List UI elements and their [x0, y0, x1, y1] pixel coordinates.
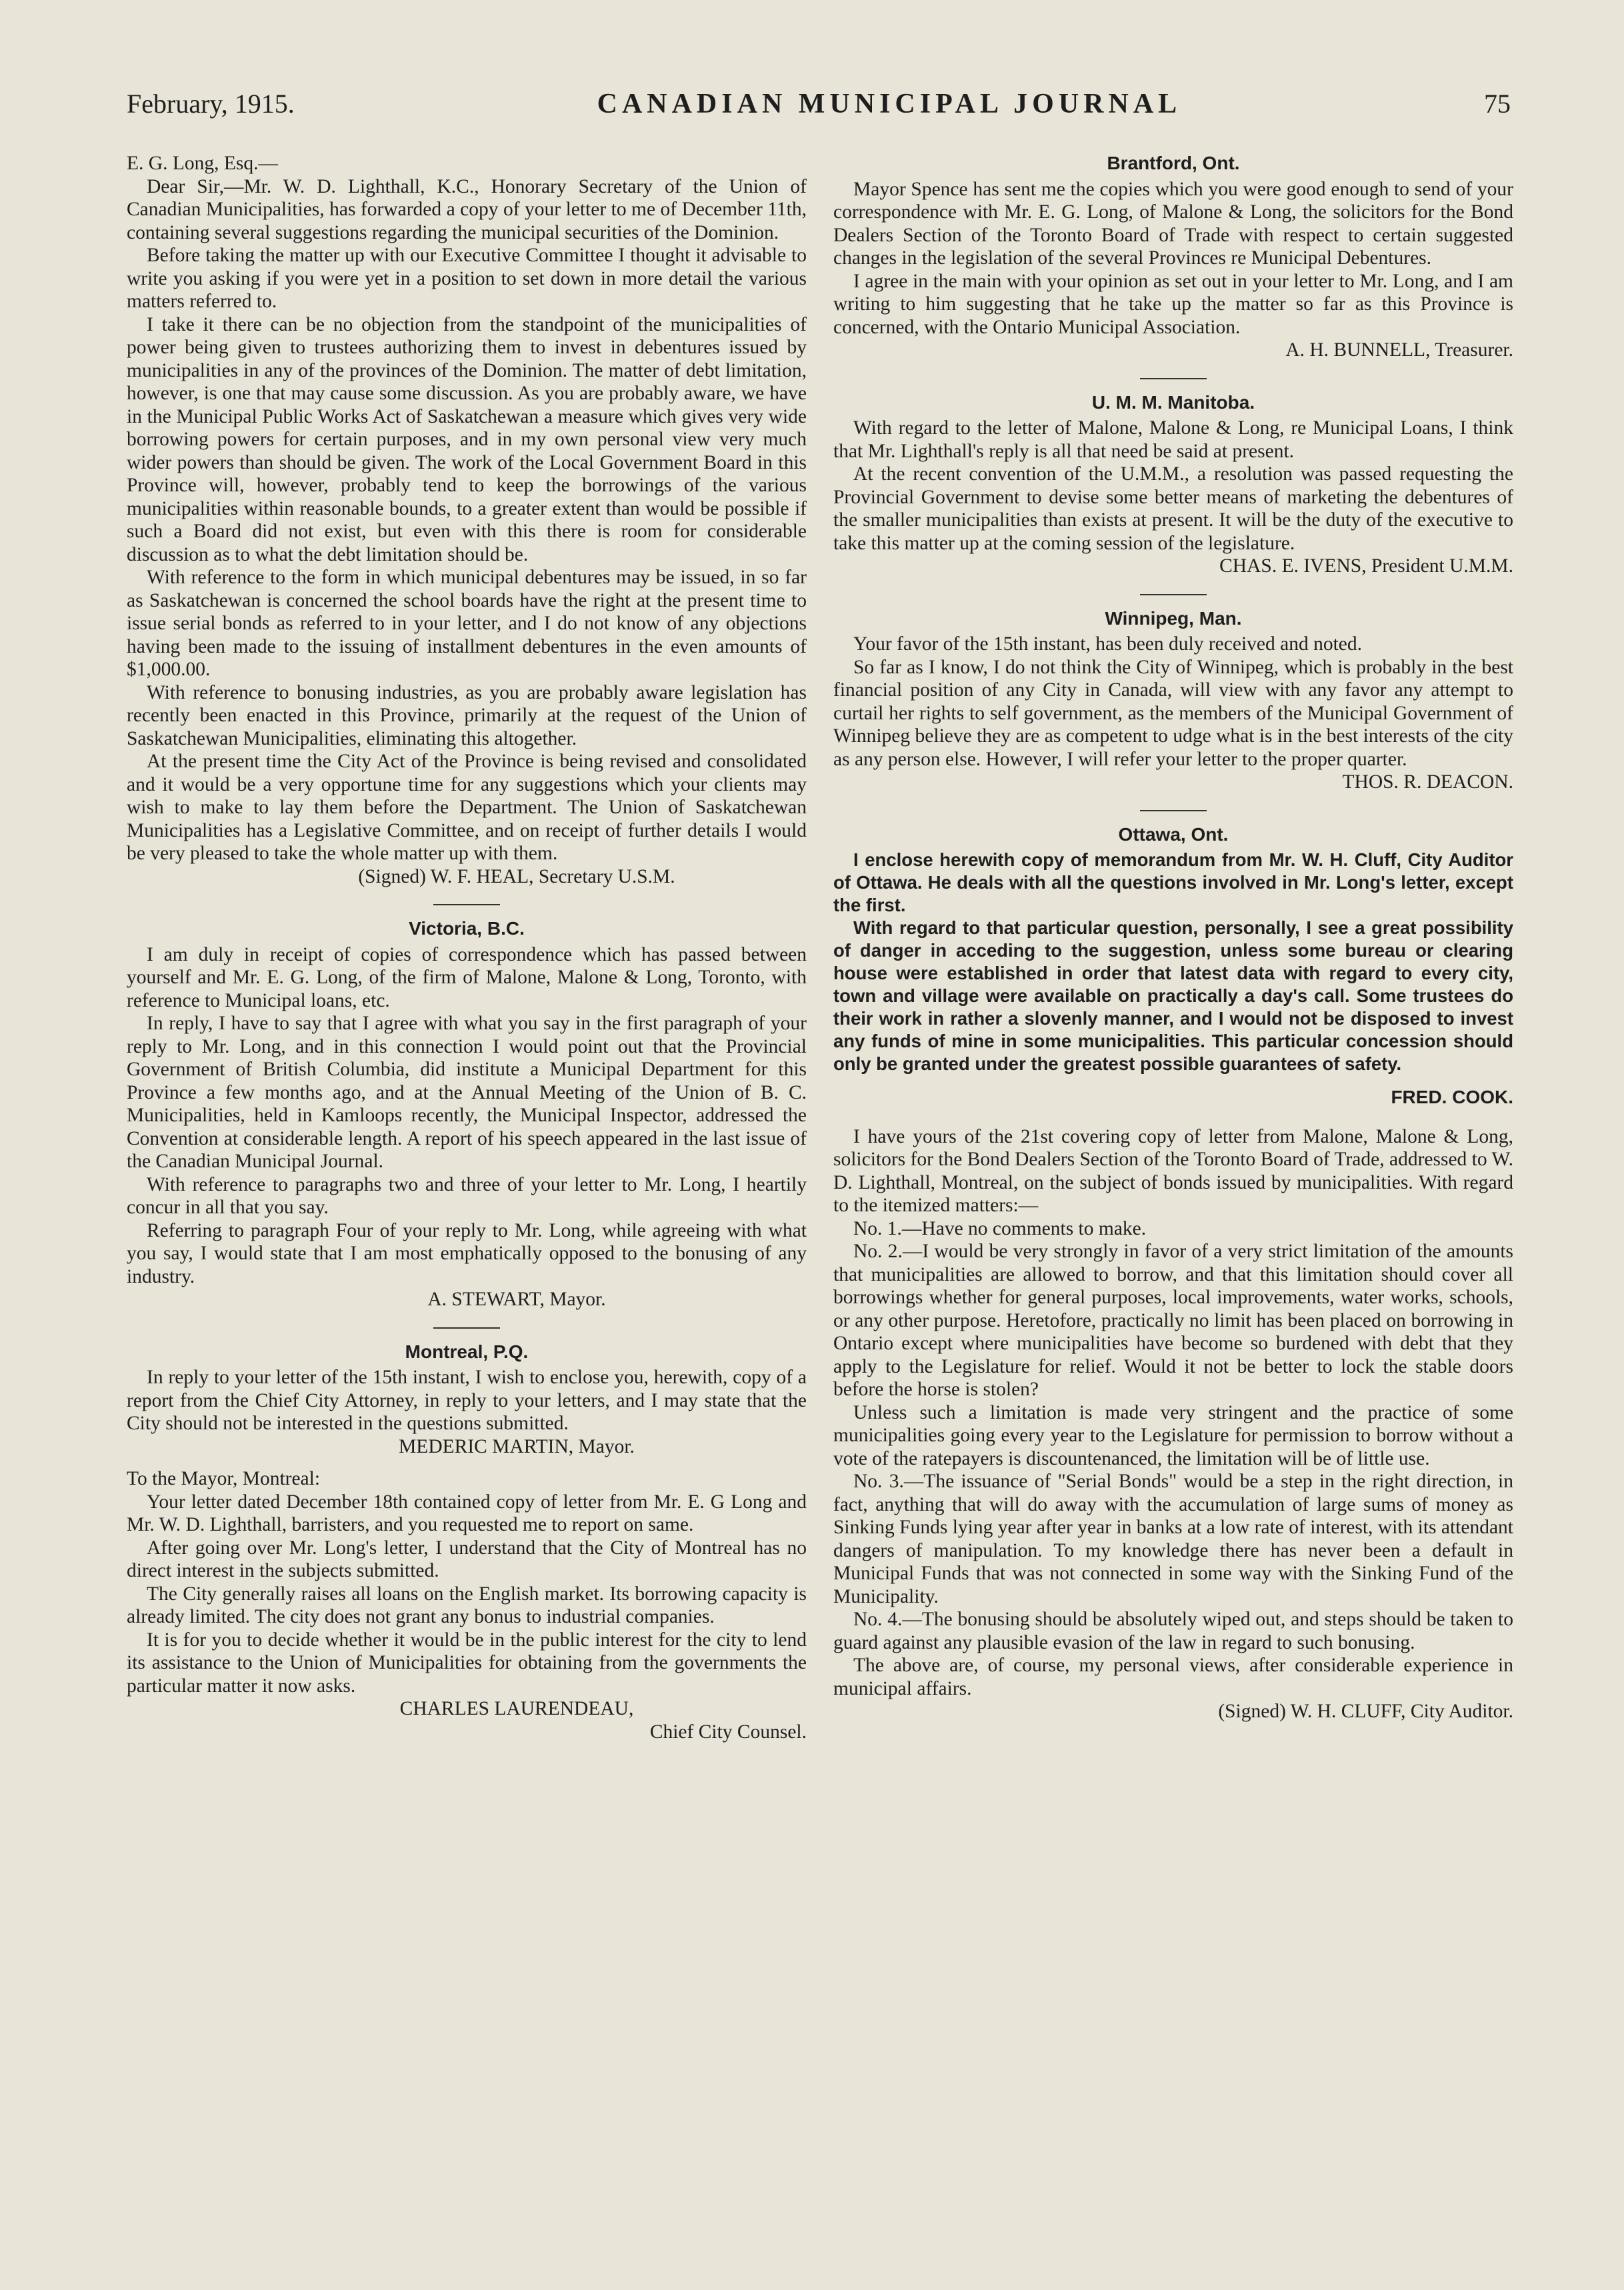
signature: (Signed) W. F. HEAL, Secretary U.S.M.: [358, 865, 675, 887]
paragraph: No. 1.—Have no comments to make.: [853, 1217, 1147, 1239]
section-divider: [433, 904, 500, 905]
salutation: To the Mayor, Montreal:: [127, 1468, 321, 1489]
section-heading-brantford: Brantford, Ont.: [1107, 153, 1240, 173]
signature: A. STEWART, Mayor.: [427, 1289, 606, 1310]
journal-title: CANADIAN MUNICIPAL JOURNAL: [597, 89, 1182, 119]
paragraph: I enclose herewith copy of memorandum from Mr. W. H. Cluff, City Auditor of Ottawa. He deals with all the questions involved in Mr. Long's letter, except the first.: [833, 849, 1513, 915]
paragraph: Referring to paragraph Four of your reply to Mr. Long, while agreeing with what you say, I would state that I am most emphatically opposed to the bonusing of any industry.: [127, 1219, 807, 1287]
paragraph: Your letter dated December 18th contained copy of letter from Mr. E. G Long and Mr. W. D. Lighthall, barristers, and you requested me to report on same.: [127, 1491, 807, 1535]
paragraph: With reference to bonusing industries, as you are probably aware legislation has recently been enacted in this Province, primarily at the request of the Union of Saskatchewan Municipalities, eliminating this altogether.: [127, 681, 807, 749]
paragraph: With regard to that particular question, personally, I see a great possibility of danger in acceding to the suggestion, unless some bureau or clearing house were established in order that latest data with regard to every city, town and village were available on practically a day's call. Some trustees do their work in rather a slovenly manner, and I would not be disposed to invest any funds of mine in some municipalities. This particular concession should only be granted under the greatest possible guarantees of safety.: [833, 917, 1513, 1074]
left-column: [127, 152, 807, 1743]
salutation: E. G. Long, Esq.—: [127, 153, 278, 174]
paragraph: Mayor Spence has sent me the copies which you were good enough to send of your correspondence with Mr. E. G. Long, of Malone & Long, the solicitors for the Bond Dealers Section of the Toronto Board of Trade with respect to certain suggested changes in the legislation of the several Provinces re Municipal Debentures.: [833, 178, 1513, 269]
paragraph: I have yours of the 21st covering copy of letter from Malone, Malone & Long, solicitors for the Bond Dealers Section of the Toronto Board of Trade, addressed to W. D. Lighthall, Montreal, on the subject of bonds issued by municipalities. With regard to the itemized matters:—: [833, 1125, 1513, 1216]
paragraph: Before taking the matter up with our Executive Committee I thought it advisable to write you asking if you were yet in a position to set down in more detail the various matters referred to.: [127, 245, 807, 312]
right-column: [833, 152, 1513, 1723]
paragraph: I am duly in receipt of copies of correspondence which has passed between yourself and Mr. E. G. Long, of the firm of Malone, Malone & Long, Toronto, with reference to Municipal loans, etc.: [127, 943, 807, 1011]
paragraph: With regard to the letter of Malone, Malone & Long, re Municipal Loans, I think that Mr. Lighthall's reply is all that need be said at present.: [833, 417, 1513, 462]
paragraph: After going over Mr. Long's letter, I understand that the City of Montreal has no direct interest in the subjects submitted.: [127, 1537, 807, 1581]
signature-name: CHARLES LAURENDEAU,: [399, 1698, 634, 1719]
ottawa-letter: [833, 849, 1513, 1075]
section-divider: [1140, 810, 1207, 811]
paragraph: With reference to paragraphs two and three of your letter to Mr. Long, I heartily concur in all that you say.: [127, 1173, 807, 1218]
section-heading-victoria: Victoria, B.C.: [409, 918, 525, 939]
paragraph: It is for you to decide whether it would be in the public interest for the city to lend its assistance to the Union of Municipalities for obtaining from the governments the particular matter it now asks.: [127, 1629, 807, 1697]
paragraph: I agree in the main with your opinion as set out in your letter to Mr. Long, and I am writing to him suggesting that he take up the matter so far as this Province is concerned, with the Ontario Municipal Association.: [833, 270, 1513, 338]
section-heading-winnipeg: Winnipeg, Man.: [1105, 607, 1242, 629]
signature: MEDERIC MARTIN, Mayor.: [399, 1435, 635, 1457]
paragraph: In reply, I have to say that I agree with what you say in the first paragraph of your reply to Mr. Long, and in this connection I would point out that the Provincial Government of British Columbia, did institute a Municipal Department for this Province a few months ago, and at the Annual Meeting of the Union of B. C. Municipalities, held in Kamloops recently, the Municipal Inspector, addressed the Convention at considerable length. A report of his speech appeared in the last issue of the Canadian Municipal Journal.: [127, 1013, 807, 1172]
paragraph: The City generally raises all loans on the English market. Its borrowing capacity is already limited. The city does not grant any bonus to industrial companies.: [127, 1583, 807, 1627]
issue-date: February, 1915.: [127, 89, 295, 119]
section-divider: [1140, 378, 1207, 379]
paragraph: At the present time the City Act of the Province is being revised and consolidated and it would be a very opportune time for any suggestions which your clients may wish to make to lay them before the Department. The Union of Saskatchewan Municipalities has a Legislative Committee, and on receipt of further details I would be very pleased to take the whole matter up with them.: [127, 751, 807, 864]
paragraph: No. 4.—The bonusing should be absolutely wiped out, and steps should be taken to guard against any plausible evasion of the law in regard to such bonusing.: [833, 1609, 1513, 1653]
signature: A. H. BUNNELL, Treasurer.: [1285, 339, 1513, 361]
paragraph: I take it there can be no objection from the standpoint of the municipalities of power being given to trustees authorizing them to invest in debentures issued by municipalities in any of the provinces of the Dominion. The matter of debt limitation, however, is one that may cause some discussion. As you are probably aware, we have in the Municipal Public Works Act of Saskatchewan a measure which gives very wide borrowing powers for certain purposes, and in my own personal view very much wider powers than should be given. The work of the Local Government Board in this Province will, however, probably tend to keep the borrowings of the various municipalities within reasonable bounds, to a greater extent than would be possible if such a Board did not exist, but even with this there is room for considerable discussion as to what the debt limitation should be.: [127, 313, 807, 565]
paragraph: Your favor of the 15th instant, has been duly received and noted.: [853, 633, 1362, 655]
signature: CHAS. E. IVENS, President U.M.M.: [1219, 555, 1513, 577]
paragraph: Unless such a limitation is made very stringent and the practice of some municipalities going every year to the Legislature for permission to borrow without a vote of the ratepayers is discountenanced, the limitation will be of little use.: [833, 1401, 1513, 1469]
section-heading-umm: U. M. M. Manitoba.: [1091, 391, 1255, 413]
paragraph: The above are, of course, my personal views, after considerable experience in municipal affairs.: [833, 1655, 1513, 1699]
paragraph: No. 3.—The issuance of "Serial Bonds" would be a step in the right direction, in fact, anything that will do away with the accumulation of large sums of money as Sinking Funds lying year after year in banks at a low rate of interest, with its attendant dangers of manipulation. To my knowledge there has never been a default in Municipal Funds that was not connected in some way with the Sinking Fund of the Municipality.: [833, 1471, 1513, 1607]
section-heading-montreal: Montreal, P.Q.: [405, 1341, 529, 1362]
paragraph: No. 2.—I would be very strongly in favor of a very strict limitation of the amounts that municipalities are allowed to borrow, and that this limitation should cover all borrowings whether for general purposes, local improvements, water works, schools, or any other purpose. Heretofore, practically no limit has been placed on borrowing in Ontario except where municipalities have become so burdened with debt that they apply to the Legislature for relief. Would it not be better to lock the stable doors before the horse is stolen?: [833, 1241, 1513, 1400]
signature: FRED. COOK.: [1391, 1087, 1513, 1107]
paragraph: Dear Sir,—Mr. W. D. Lighthall, K.C., Honorary Secretary of the Union of Canadian Municipalities, has forwarded a copy of your letter to me of December 11th, containing several suggestions regarding the municipal securities of the Dominion.: [127, 175, 807, 243]
paragraph: At the recent convention of the U.M.M., a resolution was passed requesting the Provincial Government to devise some better means of marketing the debentures of the smaller municipalities than exists at present. It will be the duty of the executive to take this matter up at the coming session of the legislature.: [833, 463, 1513, 554]
signature: (Signed) W. H. CLUFF, City Auditor.: [1218, 1701, 1513, 1722]
paragraph: In reply to your letter of the 15th instant, I wish to enclose you, herewith, copy of a report from the Chief City Attorney, in reply to your letters, and I may state that the City should not be interested in the questions submitted.: [127, 1367, 807, 1434]
page-number: 75: [1483, 89, 1511, 119]
signature-title: Chief City Counsel.: [649, 1721, 807, 1743]
paragraph: So far as I know, I do not think the City of Winnipeg, which is probably in the best financial position of any City in Canada, will view with any favor any attempt to curtail her rights to self government, as the members of the Municipal Government of Winnipeg believe they are as competent to udge what is in the best interests of the city as any person else. However, I will refer your letter to the proper quarter.: [833, 656, 1513, 770]
paragraph: With reference to the form in which municipal debentures may be issued, in so far as Saskatchewan is concerned the school boards have the right at the present time to issue serial bonds as referred to in your letter, and I do not know of any objections having been made to the issuing of installment debentures in the even amounts of $1,000.00.: [127, 567, 807, 680]
section-divider: [433, 1327, 500, 1329]
section-divider: [1140, 594, 1207, 595]
page-header: [127, 88, 1511, 120]
signature: THOS. R. DEACON.: [1342, 771, 1513, 793]
section-heading-ottawa: Ottawa, Ont.: [1118, 823, 1229, 845]
